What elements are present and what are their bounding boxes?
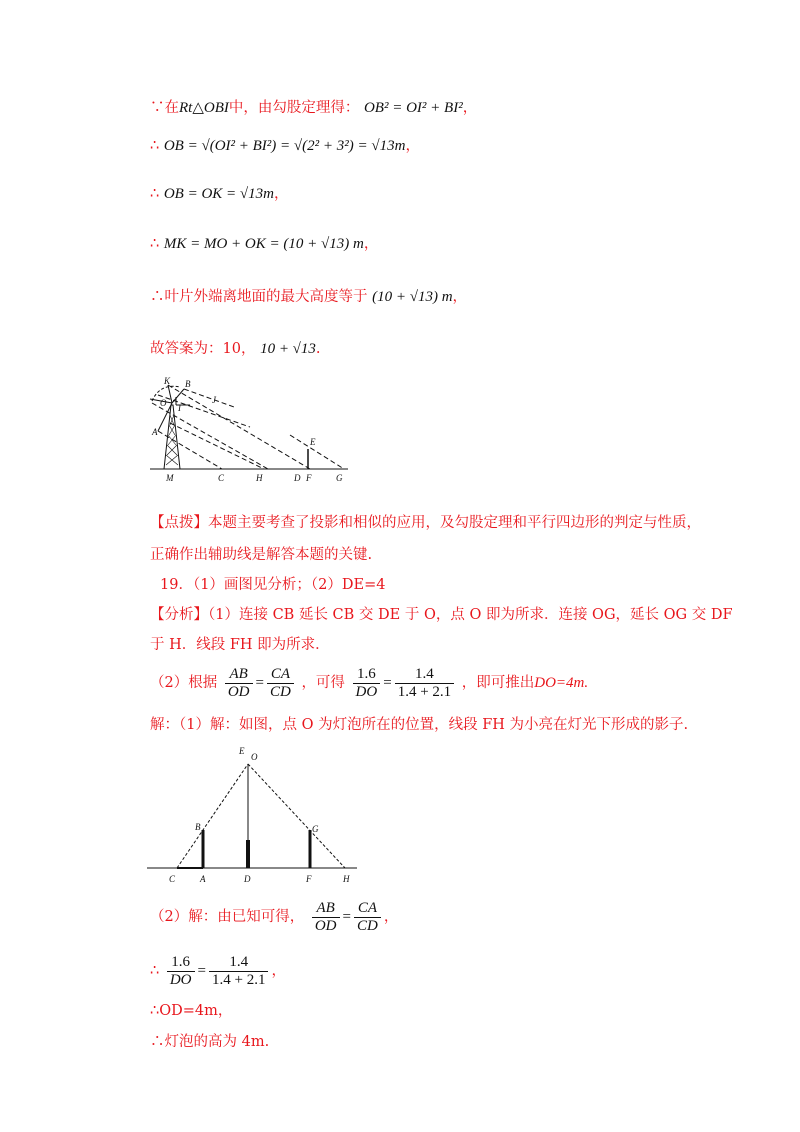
denominator: DO [169,971,192,988]
formula-mk: MK = MO + OK = (10 + √13) m [163,236,364,252]
fraction-ab-od [225,666,253,701]
comma: ， [271,963,286,979]
therefore-symbol: ∴ [150,138,160,154]
numerator: 1.6 [353,666,381,684]
label-C: C [218,473,225,483]
label-G: G [312,824,319,834]
line-5 [150,286,467,308]
fenxi-tag: 【分析】 [150,607,208,623]
answer-formula: 10 + √13 [260,341,316,357]
therefore-symbol: ∴ [150,963,160,979]
label-K: K [164,376,171,386]
period: . [315,341,321,357]
numerator: AB [225,666,253,684]
comma: ， [462,100,478,116]
solution-line-4: ∴OD=4m， [150,1003,233,1019]
label-O: O [251,752,258,762]
denominator: CD [269,683,291,700]
label-M: M [166,473,174,483]
triangle-label: Rt△OBI [179,100,229,116]
comma: ， [452,289,468,305]
solution2-text: （2）解：由已知可得， [150,909,305,925]
label-F: F [306,874,312,884]
pythagorean-text: 中，由勾股定理得： [228,100,360,116]
line-1 [150,97,477,119]
fenxi-line-2: 于 H．线段 FH 即为所求． [150,637,330,653]
label-H: H [343,874,350,884]
fenxi3-d: DO=4m. [534,675,589,691]
numerator: 1.6 [167,954,195,972]
question-19-answer: 19．（1）画图见分析；（2）DE=4 [160,577,386,593]
numerator: AB [312,900,340,918]
dianbo-line-1: 【点拨】本题主要考查了投影和相似的应用，及勾股定理和平行四边形的判定与性质， [150,515,701,531]
solution-line-2: （2）解：由已知可得， $\frac{AB}{OD}$ = $\frac{CA}{CD}$ ， [150,899,399,934]
label-D: D [294,473,301,483]
formula-max-height: (10 + √13) m [372,289,453,305]
label-I: I [178,403,181,413]
fenxi-line-3: （2）根据 $\frac{AB}{OD}$ = $\frac{CA}{CD}$ ，可得 $\frac{1.6}{DO}$ = $\frac{1.4}{1.4 + 2.1}$ ，即可推出DO=4m. [150,665,589,700]
fraction-14-sum [395,666,454,701]
fenxi3-b: ，可得 [301,675,345,691]
comma: ， [383,909,399,925]
comma: ， [274,186,289,202]
label-G: G [336,473,343,483]
denominator: OD [314,917,337,934]
label-B: B [195,822,201,832]
denominator: 1.4 + 2.1 [211,971,266,988]
max-height-text: ∴叶片外端离地面的最大高度等于 [150,289,368,305]
dianbo-line-2: 正确作出辅助线是解答本题的关键. [150,547,373,563]
comma: ， [405,138,420,154]
solution-line-3: ∴ $\frac{1.6}{DO}$ = $\frac{1.4}{1.4 + 2.1}$ ， [150,953,286,988]
therefore-symbol: ∴ [150,236,160,252]
line-6 [150,338,321,360]
fenxi3-c: ，即可推出 [461,675,535,691]
fraction-16-do [353,666,381,701]
label-J: J [212,395,216,405]
because-text: ∵在 [150,100,179,116]
fraction-16-do [167,954,195,989]
denominator: CD [356,917,378,934]
line-4 [150,233,378,255]
numerator: 1.4 [209,954,268,972]
line-3 [150,183,289,205]
solution-line-5: ∴灯泡的高为 4m. [150,1034,270,1050]
line-2 [150,135,420,157]
fraction-14-sum [209,954,268,989]
formula-ob-ok: OB = OK = √13m [163,186,274,202]
numerator: 1.4 [395,666,454,684]
comma: ， [363,236,379,252]
therefore-symbol: ∴ [150,186,160,202]
label-H: H [256,473,263,483]
formula-ob-value: OB = √(OI² + BI²) = √(2² + 3²) = √13m [163,138,406,154]
label-C: C [169,874,176,884]
figure-lamp-shadow [145,742,365,888]
label-E: E [310,437,316,447]
fenxi-text-1: （1）连接 CB 延长 CB 交 DE 于 O，点 O 即为所求．连接 OG，延长 OG 交 DF [208,607,733,623]
label-E: E [239,746,245,756]
answer-text: 故答案为：10， [150,341,256,357]
denominator: 1.4 + 2.1 [397,683,452,700]
label-O: O [160,398,167,408]
label-D: D [244,874,251,884]
numerator: CA [267,666,294,684]
label-B: B [185,379,191,389]
formula-ob-squared: OB² = OI² + BI² [363,100,463,116]
numerator: CA [354,900,381,918]
solution-line-1: 解：（1）解：如图，点 O 为灯泡所在的位置，线段 FH 为小亮在灯光下形成的影子. [150,717,689,733]
label-F: F [306,473,312,483]
figure-windmill-shadow [140,375,355,485]
denominator: DO [355,683,378,700]
fenxi-line-1 [150,604,733,626]
label-A: A [200,874,206,884]
fraction-ca-cd [354,900,381,935]
fraction-ab-od [312,900,340,935]
denominator: OD [227,683,250,700]
fenxi3-a: （2）根据 [150,675,218,691]
label-A: A [152,427,158,437]
fraction-ca-cd [267,666,294,701]
